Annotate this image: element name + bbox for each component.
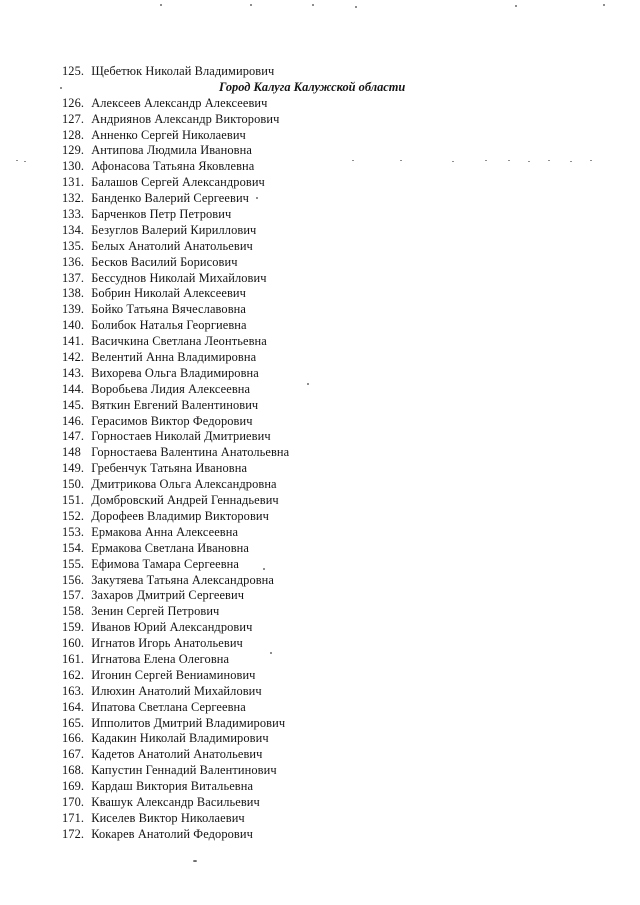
list-item-number: 163. xyxy=(62,683,85,698)
list-item-number: 167. xyxy=(62,747,85,762)
list-item xyxy=(62,366,582,382)
list-item-name: Гребенчук Татьяна Ивановна xyxy=(91,461,248,476)
list-item-number: 134. xyxy=(62,222,85,237)
list-item xyxy=(62,255,582,271)
list-item-name: Зенин Сергей Петрович xyxy=(91,604,220,619)
list-item xyxy=(62,827,582,843)
list-item-number: 162. xyxy=(62,667,85,682)
list-item-name: Ипполитов Дмитрий Владимирович xyxy=(91,715,286,730)
list-item xyxy=(62,747,582,763)
list-item-name: Велентий Анна Владимировна xyxy=(91,350,257,365)
list-item-name: Домбровский Андрей Геннадьевич xyxy=(91,493,279,508)
list-item xyxy=(62,461,582,477)
list-item-name: Бойко Татьяна Вячеславовна xyxy=(91,302,246,317)
list-item-number: 153. xyxy=(62,524,85,539)
list-item-number: 138. xyxy=(62,286,85,301)
list-item xyxy=(62,763,582,779)
list-item-number: 133. xyxy=(62,207,85,222)
list-item xyxy=(62,779,582,795)
scan-speck xyxy=(603,4,605,6)
list-item xyxy=(62,716,582,732)
list-item xyxy=(62,398,582,414)
list-item-number: 144. xyxy=(62,381,85,396)
list-item-name: Бесков Василий Борисович xyxy=(91,254,238,269)
list-item-number: 154. xyxy=(62,540,85,555)
list-item-name: Вихорева Ольга Владимировна xyxy=(91,365,259,380)
list-item xyxy=(62,239,582,255)
list-item-number: 172. xyxy=(62,826,85,841)
scan-speck xyxy=(250,4,252,6)
list-item-number: 125. xyxy=(62,64,85,78)
scan-speck xyxy=(515,5,517,7)
list-item xyxy=(62,318,582,334)
list-item-number: 126. xyxy=(62,95,85,110)
list-item-name: Кардаш Виктория Витальевна xyxy=(91,779,254,794)
list-item-name: Горностаев Николай Дмитриевич xyxy=(91,429,271,444)
list-item xyxy=(62,159,582,175)
list-item-name: Барченков Петр Петрович xyxy=(91,207,232,222)
list-item-name: Андриянов Александр Викторович xyxy=(91,111,280,126)
list-item xyxy=(62,207,582,223)
scan-speck xyxy=(355,6,357,8)
list-item xyxy=(62,143,582,159)
list-item-name: Балашов Сергей Александрович xyxy=(91,175,265,190)
list-item-name: Вяткин Евгений Валентинович xyxy=(91,397,259,412)
scan-speck xyxy=(590,160,592,161)
list-item-name: Ермакова Светлана Ивановна xyxy=(91,540,250,555)
list-item xyxy=(62,286,582,302)
list-item xyxy=(62,557,582,573)
list-item-number: 130. xyxy=(62,159,85,174)
list-item-number: 165. xyxy=(62,715,85,730)
list-item-name: Анненко Сергей Николаевич xyxy=(91,127,246,142)
list-item-number: 160. xyxy=(62,636,85,651)
list-item-name: Бобрин Николай Алексеевич xyxy=(91,286,246,301)
list-item-number: 159. xyxy=(62,620,85,635)
list-item-name: Кокарев Анатолий Федорович xyxy=(91,826,253,841)
list-item-number: 152. xyxy=(62,508,85,523)
list-item-name: Игонин Сергей Вениаминович xyxy=(91,667,256,682)
list-item-name: Алексеев Александр Алексеевич xyxy=(91,95,268,110)
list-item xyxy=(62,128,582,144)
list-item-name: Иванов Юрий Александрович xyxy=(91,620,253,635)
list-item xyxy=(62,96,582,112)
list-item-name: Воробьева Лидия Алексеевна xyxy=(91,381,251,396)
list-item-name: Дмитрикова Ольга Александровна xyxy=(91,477,277,492)
list-item-number: 135. xyxy=(62,238,85,253)
list-item-name: Афонасова Татьяна Яковлевна xyxy=(91,159,255,174)
list-item-name: Игнатова Елена Олеговна xyxy=(91,651,230,666)
list-item xyxy=(62,414,582,430)
scan-speck xyxy=(193,860,197,862)
list-item-name: Киселев Виктор Николаевич xyxy=(91,810,245,825)
list-item xyxy=(62,302,582,318)
list-item-name: Болибок Наталья Георгиевна xyxy=(91,318,247,333)
list-item xyxy=(62,223,582,239)
entries-list xyxy=(62,96,582,843)
list-item xyxy=(62,636,582,652)
list-item-name: Захаров Дмитрий Сергеевич xyxy=(91,588,245,603)
list-item xyxy=(62,620,582,636)
scan-speck xyxy=(312,4,314,6)
list-item xyxy=(62,493,582,509)
list-item-number: 147. xyxy=(62,429,85,444)
list-item-number: 146. xyxy=(62,413,85,428)
list-item xyxy=(62,382,582,398)
section-heading: Город Калуга Калужской области xyxy=(219,79,406,94)
list-item-name: Кадакин Николай Владимирович xyxy=(91,731,269,746)
list-item-number: 142. xyxy=(62,350,85,365)
list-item-name: Безуглов Валерий Кириллович xyxy=(91,222,257,237)
list-item-name: Ермакова Анна Алексеевна xyxy=(91,524,239,539)
list-item-number: 136. xyxy=(62,254,85,269)
list-item xyxy=(62,477,582,493)
list-item-number: 129. xyxy=(62,143,85,158)
list-item-name: Антипова Людмила Ивановна xyxy=(91,143,252,158)
list-item-name: Банденко Валерий Сергеевич xyxy=(91,191,250,206)
list-item-number: 145. xyxy=(62,397,85,412)
list-item-number: 143. xyxy=(62,365,85,380)
list-item-name: Закутяева Татьяна Александровна xyxy=(91,572,275,587)
list-item-number: 150. xyxy=(62,477,85,492)
list-item-name: Квашук Александр Васильевич xyxy=(91,794,260,809)
list-item-name: Дорофеев Владимир Викторович xyxy=(91,508,269,523)
list-item-number: 168. xyxy=(62,763,85,778)
list-item-number: 137. xyxy=(62,270,85,285)
name-list xyxy=(62,64,582,843)
list-item-name: Щебетюк Николай Владимирович xyxy=(91,64,275,78)
list-item-number: 166. xyxy=(62,731,85,746)
list-item xyxy=(62,684,582,700)
scan-speck xyxy=(24,161,26,162)
list-item-number: 141. xyxy=(62,334,85,349)
scan-speck xyxy=(16,160,18,161)
list-item xyxy=(62,573,582,589)
list-item-number: 131. xyxy=(62,175,85,190)
list-item-name: Ефимова Тамара Сергеевна xyxy=(91,556,239,571)
list-item-number: 140. xyxy=(62,318,85,333)
list-item-number: 132. xyxy=(62,191,85,206)
list-item xyxy=(62,668,582,684)
list-item-number: 156. xyxy=(62,572,85,587)
list-item xyxy=(62,350,582,366)
list-item-name: Игнатов Игорь Анатольевич xyxy=(91,636,243,651)
list-item-name: Илюхин Анатолий Михайлович xyxy=(91,683,262,698)
list-item-number: 169. xyxy=(62,779,85,794)
list-item-number: 157. xyxy=(62,588,85,603)
list-item-number: 127. xyxy=(62,111,85,126)
list-item xyxy=(62,175,582,191)
list-item xyxy=(62,652,582,668)
list-item-number: 158. xyxy=(62,604,85,619)
list-item-number: 139. xyxy=(62,302,85,317)
list-item xyxy=(62,604,582,620)
list-item xyxy=(62,112,582,128)
list-item xyxy=(62,588,582,604)
list-item xyxy=(62,541,582,557)
list-item-number: 155. xyxy=(62,556,85,571)
list-item-number: 164. xyxy=(62,699,85,714)
list-item-name: Васичкина Светлана Леонтьевна xyxy=(91,334,267,349)
list-item-number: 148 xyxy=(62,445,81,460)
list-item xyxy=(62,429,582,445)
list-item xyxy=(62,731,582,747)
list-item xyxy=(62,334,582,350)
list-item-name: Бессуднов Николай Михайлович xyxy=(91,270,267,285)
list-item-name: Ипатова Светлана Сергеевна xyxy=(91,699,246,714)
list-item-number: 161. xyxy=(62,651,85,666)
list-item-number: 149. xyxy=(62,461,85,476)
list-item xyxy=(62,191,582,207)
scan-speck xyxy=(160,4,162,6)
list-item xyxy=(62,525,582,541)
list-item-name: Капустин Геннадий Валентинович xyxy=(91,763,277,778)
list-item xyxy=(62,795,582,811)
list-item xyxy=(62,700,582,716)
list-item-name: Кадетов Анатолий Анатольевич xyxy=(91,747,263,762)
list-item-name: Герасимов Виктор Федорович xyxy=(91,413,253,428)
list-item-name: Горностаева Валентина Анатольевна xyxy=(91,445,290,460)
list-item-number: 171. xyxy=(62,810,85,825)
list-item-number: 151. xyxy=(62,493,85,508)
list-item-number: 170. xyxy=(62,794,85,809)
list-item-number: 128. xyxy=(62,127,85,142)
list-item xyxy=(62,64,582,80)
list-item xyxy=(62,509,582,525)
list-item xyxy=(62,445,582,461)
list-item-name: Белых Анатолий Анатольевич xyxy=(91,238,253,253)
list-item xyxy=(62,811,582,827)
list-item xyxy=(62,271,582,287)
